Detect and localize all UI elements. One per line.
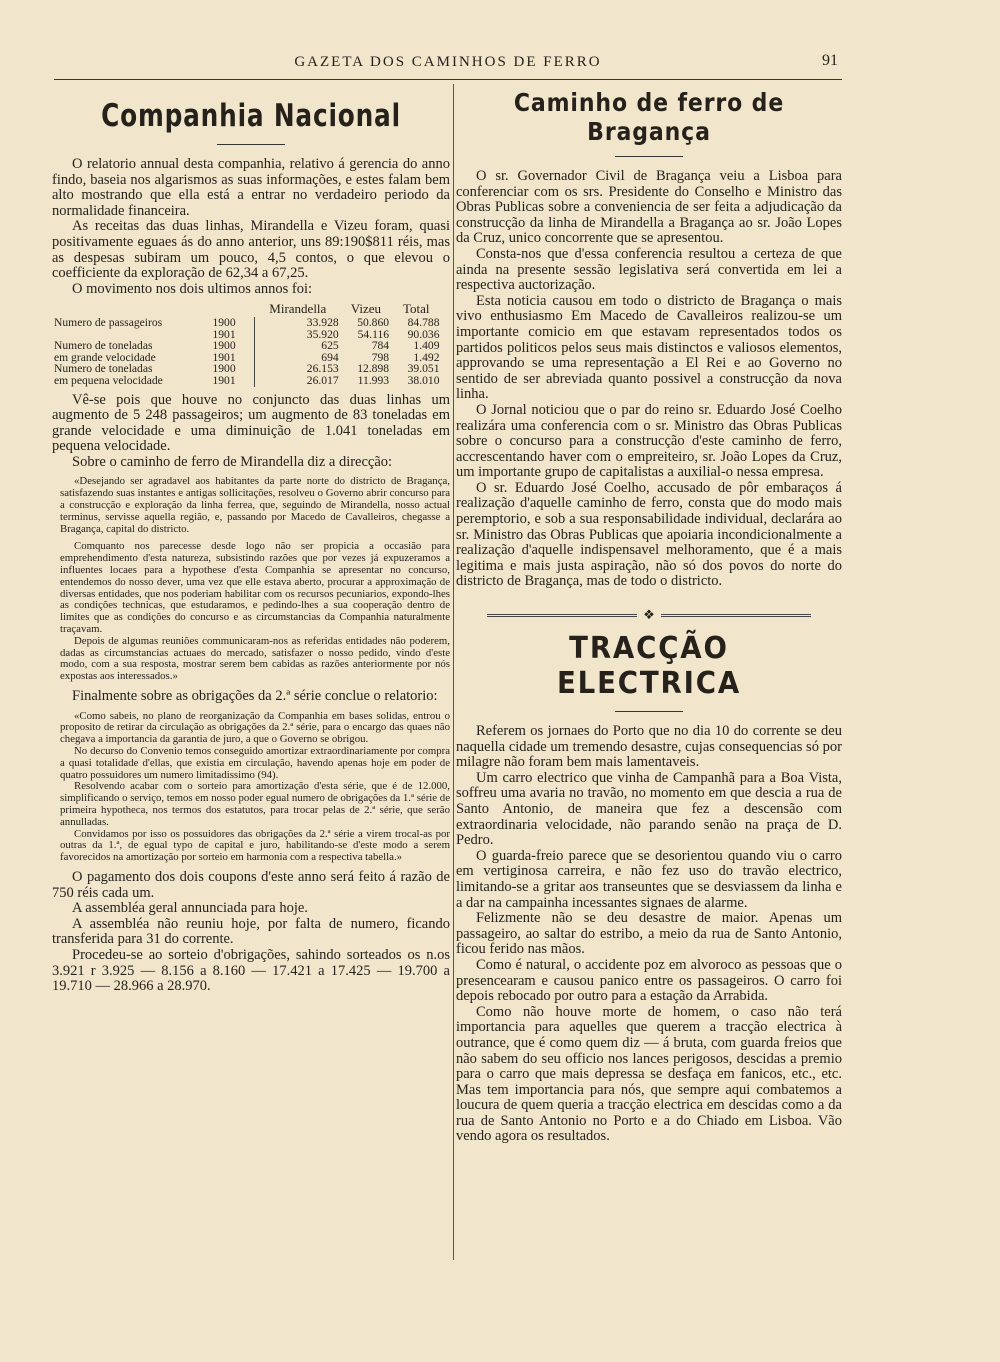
cell-vizeu: 54.116 — [357, 327, 390, 341]
paragraph: Vê-se pois que houve no conjuncto das duas linhas um augmento de 5 248 passageiros; um augmento de 83 toneladas em grande velocidade e uma diminuição de 1.041 toneladas em pequena velocidade. — [52, 391, 450, 455]
table-row — [52, 375, 442, 387]
row-label: Numero de passageiros — [54, 315, 163, 329]
quote-paragraph: «Como sabeis, no plano de reorganização da Companhia em bases solidas, entrou o proposito de retirar da circulação as obrigações da 2.ª série, para o encargo das quaes não chegava a importancia da garantia de juro, a que o Governo se obrigou. — [60, 709, 450, 746]
quote-paragraph: No decurso do Convenio temos conseguido amortizar extraordinariamente por compra a quasi totalidade d'ellas, que existia em circulação, havendo apenas hoje em poder de quatro possuidores um numero limitadissimo (94). — [60, 745, 450, 781]
cell-vizeu: 798 — [371, 350, 390, 364]
cell-mirandella: 694 — [321, 350, 339, 364]
paragraph: Referem os jornaes do Porto que no dia 10 do corrente se deu naquella cidade um tremendo desastre, cujas consequencias só por milagre não foram bem mais lamentaveis. — [456, 723, 842, 771]
row-label: Numero de toneladas — [54, 362, 153, 376]
table-row — [52, 340, 442, 352]
cell-total: 84.788 — [407, 315, 440, 329]
cell-total: 90.036 — [407, 327, 440, 341]
row-year: 1901 — [210, 352, 255, 364]
table-row — [52, 317, 442, 329]
paragraph: Sobre o caminho de ferro de Mirandella diz a direcção: — [72, 453, 393, 470]
paragraph: Consta-nos que d'essa conferencia resultou a certeza de que ainda na presente sessão legislativa será convertida em lei a respectiva auctorização. — [456, 245, 842, 294]
title-rule — [217, 144, 285, 145]
table-header-row — [52, 301, 442, 317]
paragraph: O sr. Eduardo José Coelho, accusado de pôr embaraços á realização d'aquelle caminho de ferro, consta que do modo mais peremptorio, e sob a sua responsabilidade individual, declarára ao sr. Ministro das Obras Publicas que apoiaria incondicionalmente a realização d'aquelle indispensavel melhoramento, que é a mais legitima e mais justa aspiração, não só dos povos do norte do districto de Bragança, mas de todo o districto. — [456, 479, 842, 590]
paragraph: Finalmente sobre as obrigações da 2.ª série conclue o relatorio: — [72, 688, 438, 705]
cell-mirandella: 26.017 — [306, 373, 339, 387]
paragraph: Procedeu-se ao sorteio d'obrigações, sahindo sorteados os n.os 3.921 r 3.925 — 8.156 a 8.160 — 17.421 a 17.425 — 19.700 a 19.710 — 28.966 a 28.970. — [52, 946, 450, 995]
quote-paragraph: Convidamos por isso os possuidores das obrigações da 2.ª série a virem trocal-as por outras da 1.ª, de egual typo de capital e juro, habilitando-se d'este modo a serem favorecidos na amortização por sorteio em harmonia com a respectiva tabella.» — [60, 827, 450, 864]
paragraph: O pagamento dos dois coupons d'este anno será feito á razão de 750 réis cada um. — [52, 868, 450, 901]
paragraph: Esta noticia causou em todo o districto de Bragança o mais vivo enthusiasmo Em Macedo de Cavalleiros realizou-se um importante comicio em que estavam representados todos os partidos politicos pelos seus mais distinctos e valiosos elementos, approvando se uma representação a El Rei e ao Governo no sentido de ser abreviada quanto possivel a construcção da nova linha. — [456, 292, 842, 403]
row-year: 1900 — [210, 340, 255, 352]
newspaper-title: GAZETA DOS CAMINHOS DE FERRO — [294, 54, 602, 70]
table-header: Mirandella — [269, 301, 327, 317]
quote-paragraph: Resolvendo acabar com o sorteio para amortização d'esta série, que é de 12.000, simplificando o serviço, temos em nosso poder egual numero de obrigações da 1.ª série de primeira hypotheca, nos termos dos estatutos, para trocar pelas de 2.ª série, que serão annulladas. — [60, 780, 450, 828]
page-number: 91 — [822, 52, 838, 69]
quote-block — [60, 711, 450, 864]
row-year: 1900 — [210, 363, 255, 375]
cell-total: 1.409 — [413, 339, 440, 353]
section-ornament: ❖ — [456, 606, 842, 623]
cell-mirandella: 33.928 — [306, 315, 339, 329]
article-title-companhia: Companhia Nacional — [101, 98, 401, 134]
paragraph: Felizmente não se deu desastre de maior. Apenas um passageiro, ao saltar do estribo, a meio da rua de Santo Antonio, ficou ferido nas mãos. — [456, 910, 842, 958]
paragraph: O Jornal noticiou que o par do reino sr. Eduardo José Coelho realizára uma conferencia com o sr. Ministro das Obras Publicas sobre o concurso para a construcção d'este caminho de ferro, accrescentando haver com o empreiteiro, sr. João Lopes da Cruz, um importante grupo de capitalistas a auxilial-o nessa empresa. — [456, 401, 842, 481]
table-header — [210, 301, 255, 317]
column-divider — [453, 84, 454, 1260]
table-header: Total — [403, 301, 430, 317]
quote-paragraph: «Desejando ser agradavel aos habitantes da parte norte do districto de Bragança, satisfazendo suas instantes e antigas sollicitações, resolveu o Governo abrir concurso para a construcção e exploração da linha ferrea, que, seguindo de Mirandella, nosso actual terminus, servisse aquella região, e, passando por Macedo de Cavalleiros, chegasse a Bragança, capital do districto. — [60, 475, 450, 535]
row-year: 1901 — [210, 375, 255, 387]
paragraph: Como é natural, o accidente poz em alvoroco as pessoas que o presencearam e causou panico entre os passageiros. O carro foi depois rebocado por outro para a estação da Arrabida. — [456, 956, 842, 1005]
article-title-traccao: TRACÇÃO ELECTRICA — [556, 631, 742, 702]
row-label: em grande velocidade — [54, 350, 156, 364]
row-label: Numero de toneladas — [54, 339, 153, 353]
row-label: em pequena velocidade — [54, 373, 163, 387]
page-header — [54, 52, 842, 76]
cell-total: 1.492 — [413, 350, 440, 364]
paragraph: O movimento nos dois ultimos annos foi: — [72, 280, 313, 297]
cell-mirandella: 625 — [321, 339, 339, 353]
cell-vizeu: 50.860 — [357, 315, 390, 329]
paragraph: Como não houve morte de homem, o caso não terá importancia para aquelles que querem a tracção electrica à outrance, que é como quem diz — á bruta, com guarda freios que não sabem do seu officio nos lances perigosos, descidas a premio para o carro que mais depressa se desfaça em fanicos, etc., etc. Mas tem importancia para nós, que sempre aqui combatemos a loucura de quem queria a tracção electrica em descidas como a da rua de Santo Antonio no Porto e a do Chiado em Lisboa. Vão vendo agora os resultados. — [456, 1003, 842, 1145]
paragraph: O guarda-freio parece que se desorientou quando viu o carro em vertiginosa carreira, e não fez uso do travão electrico, limitando-se a gritar aos transeuntes que se desviassem da linha e a dar na campainha incessantes signaes de alarme. — [456, 847, 842, 911]
right-column — [456, 84, 842, 1145]
cell-total: 39.051 — [407, 362, 440, 376]
quote-paragraph: Comquanto nos parecesse desde logo não ser propicia a occasião para emprehendimento d'esta natureza, subsistindo razões que por vezes já expuzeramos a influentes locaes para a hypothese d'esta Companhia se apresentar no concurso, entendemos do nosso dever, uma vez que elle estava aberto, procurar a approximação de diversas entidades, que nos poderiam habilitar com os recursos pecuniarios, expondo-lhes as condições technicas, que estudaramos, e pedindo-lhes a sua cooperação dentro de limites que as condições do concurso e as circumstancias da Companhia naturalmente traçavam. — [60, 540, 450, 636]
table-header — [52, 301, 210, 317]
row-year: 1901 — [210, 329, 255, 341]
article-title-braganca: Caminho de ferro de Bragança — [513, 88, 785, 146]
cell-vizeu: 11.993 — [357, 373, 390, 387]
paragraph: A assembléa geral annunciada para hoje. — [72, 900, 308, 917]
cell-total: 38.010 — [407, 373, 440, 387]
quote-paragraph: Depois de algumas reuniões communicaram-nos as referidas entidades não poderem, dadas as circumstancias actuaes do mercado, satisfazer o nosso pedido, vindo d'este modo, com a sua resposta, mostrar serem bem cabidas as razões anteriormente por nós expostas aos interessados.» — [60, 634, 450, 683]
cell-mirandella: 35.920 — [306, 327, 339, 341]
left-column — [52, 84, 450, 995]
paragraph: O sr. Governador Civil de Bragança veiu a Lisboa para conferenciar com os srs. Presidente do Conselho e Ministro das Obras Publicas sobre a conveniencia de ser feita a adjudicação da construcção da linha de Mirandella a Bragança ao sr. João Lopes da Cruz, unico concorrente que se apresentou. — [456, 168, 842, 247]
paragraph: A assembléa não reuniu hoje, por falta de numero, ficando transferida para 31 do corrente. — [52, 915, 450, 948]
paragraph: O relatorio annual desta companhia, relativo á gerencia do anno findo, baseia nos algarismos as suas informações, e estes falam bem alto mostrando que ella está a entrar no verdadeiro periodo da normalidade financeira. — [52, 156, 450, 219]
paragraph: Um carro electrico que vinha de Campanhã para a Boa Vista, soffreu uma avaria no travão, no momento em que descia a rua de Santo Antonio, de maneira que fez a descensão com extraordinaria velocidade, não parando senão na praça de D. Pedro. — [456, 769, 842, 849]
cell-mirandella: 26.153 — [306, 362, 339, 376]
title-rule — [615, 711, 683, 712]
quote-block — [60, 476, 450, 683]
table-header: Vizeu — [350, 301, 381, 317]
movement-table — [52, 301, 442, 386]
title-rule — [615, 156, 683, 157]
cell-vizeu: 12.898 — [357, 362, 390, 376]
header-rule — [54, 79, 842, 80]
row-year: 1900 — [210, 317, 255, 329]
cell-vizeu: 784 — [371, 339, 390, 353]
paragraph: As receitas das duas linhas, Mirandella e Vizeu foram, quasi positivamente eguaes ás do anno anterior, uns 89:190$811 réis, mas as despesas subiram um pouco, 4,5 contos, o que elevou o coefficiente da exploração de 62,34 a 67,25. — [52, 218, 450, 282]
